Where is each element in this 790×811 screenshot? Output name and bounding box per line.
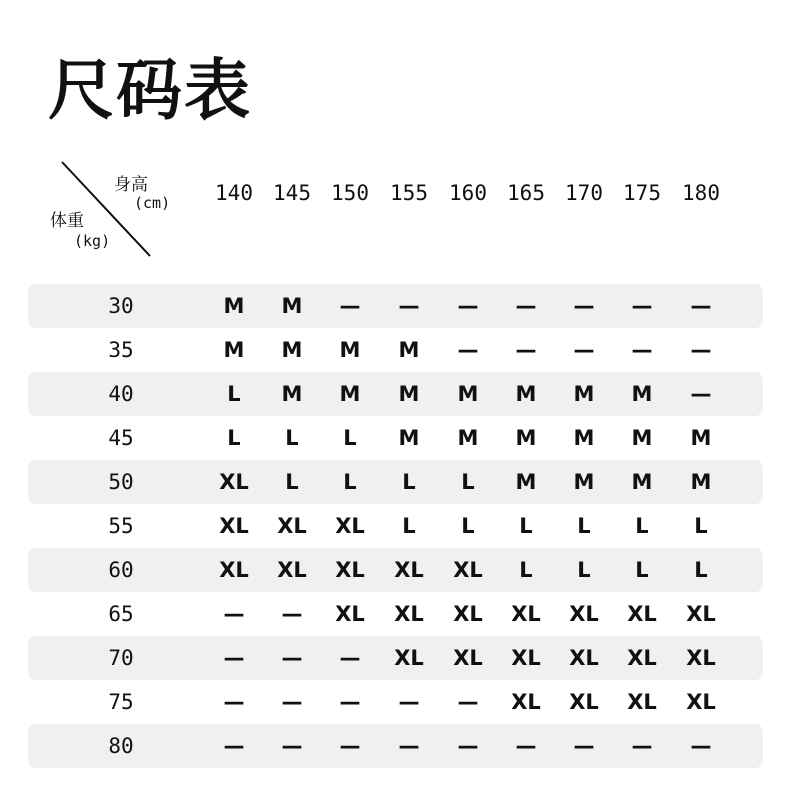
- weight-unit: (kg): [74, 232, 111, 250]
- size-cell: —: [223, 602, 245, 626]
- size-cell: XL: [394, 558, 424, 582]
- size-cell: —: [398, 294, 420, 318]
- table-row: [28, 372, 763, 416]
- size-cell: XL: [569, 690, 599, 714]
- size-cell: L: [519, 558, 533, 582]
- table-row: [28, 636, 763, 680]
- height-column-header: 145: [273, 181, 311, 205]
- size-cell: M: [573, 470, 595, 494]
- size-cell: XL: [335, 558, 365, 582]
- size-cell: L: [577, 514, 591, 538]
- size-cell: —: [457, 294, 479, 318]
- size-cell: L: [402, 514, 416, 538]
- size-cell: —: [515, 734, 537, 758]
- size-cell: M: [281, 338, 303, 362]
- size-cell: XL: [453, 558, 483, 582]
- size-cell: M: [398, 338, 420, 362]
- size-cell: —: [573, 338, 595, 362]
- height-column-header: 165: [507, 181, 545, 205]
- size-cell: XL: [219, 514, 249, 538]
- size-cell: L: [694, 558, 708, 582]
- size-cell: —: [631, 338, 653, 362]
- table-corner-header: [50, 160, 171, 260]
- table-row: [28, 724, 763, 768]
- size-cell: M: [339, 382, 361, 406]
- height-column-header: 155: [390, 181, 428, 205]
- size-cell: L: [577, 558, 591, 582]
- height-column-header: 180: [682, 181, 720, 205]
- size-cell: XL: [569, 602, 599, 626]
- size-cell: —: [631, 294, 653, 318]
- size-cell: M: [457, 382, 479, 406]
- size-cell: M: [398, 382, 420, 406]
- table-row: [28, 284, 763, 328]
- size-cell: M: [398, 426, 420, 450]
- size-cell: XL: [686, 646, 716, 670]
- size-cell: M: [339, 338, 361, 362]
- size-cell: L: [461, 514, 475, 538]
- size-cell: —: [690, 382, 712, 406]
- size-cell: L: [519, 514, 533, 538]
- size-cell: M: [631, 382, 653, 406]
- weight-row-label: 70: [108, 646, 134, 670]
- table-row: [28, 460, 763, 504]
- size-cell: XL: [453, 602, 483, 626]
- size-cell: XL: [219, 470, 249, 494]
- table-row: [28, 680, 763, 724]
- size-cell: —: [398, 690, 420, 714]
- size-cell: M: [223, 294, 245, 318]
- table-row: [28, 416, 763, 460]
- size-cell: XL: [686, 602, 716, 626]
- weight-row-label: 75: [108, 690, 134, 714]
- weight-row-label: 80: [108, 734, 134, 758]
- weight-row-label: 60: [108, 558, 134, 582]
- size-cell: —: [281, 602, 303, 626]
- weight-row-label: 50: [108, 470, 134, 494]
- weight-row-label: 65: [108, 602, 134, 626]
- size-cell: —: [573, 294, 595, 318]
- size-cell: XL: [394, 646, 424, 670]
- size-cell: M: [281, 294, 303, 318]
- height-column-header: 140: [215, 181, 253, 205]
- size-cell: —: [515, 338, 537, 362]
- table-row: [28, 592, 763, 636]
- size-cell: M: [515, 426, 537, 450]
- table-row: [28, 548, 763, 592]
- size-cell: XL: [394, 602, 424, 626]
- size-cell: —: [457, 734, 479, 758]
- size-cell: XL: [627, 646, 657, 670]
- size-cell: L: [461, 470, 475, 494]
- size-cell: L: [285, 470, 299, 494]
- size-cell: —: [281, 734, 303, 758]
- size-cell: XL: [219, 558, 249, 582]
- size-cell: L: [227, 382, 241, 406]
- size-cell: —: [690, 734, 712, 758]
- size-cell: L: [694, 514, 708, 538]
- table-row: [28, 504, 763, 548]
- size-cell: M: [573, 382, 595, 406]
- size-cell: M: [631, 426, 653, 450]
- size-cell: XL: [511, 646, 541, 670]
- size-cell: L: [285, 426, 299, 450]
- height-column-header: 150: [331, 181, 369, 205]
- height-column-header: 160: [449, 181, 487, 205]
- weight-row-label: 30: [108, 294, 134, 318]
- weight-row-label: 45: [108, 426, 134, 450]
- size-cell: —: [631, 734, 653, 758]
- size-cell: L: [343, 470, 357, 494]
- height-column-header: 175: [623, 181, 661, 205]
- size-cell: M: [515, 470, 537, 494]
- size-cell: —: [339, 734, 361, 758]
- size-cell: M: [223, 338, 245, 362]
- size-cell: —: [515, 294, 537, 318]
- size-cell: M: [281, 382, 303, 406]
- size-cell: XL: [511, 690, 541, 714]
- weight-row-label: 40: [108, 382, 134, 406]
- weight-label: 体重: [50, 211, 84, 231]
- size-cell: L: [227, 426, 241, 450]
- size-cell: XL: [569, 646, 599, 670]
- size-cell: XL: [277, 514, 307, 538]
- size-cell: L: [635, 558, 649, 582]
- size-cell: —: [281, 646, 303, 670]
- size-cell: M: [515, 382, 537, 406]
- size-cell: —: [690, 338, 712, 362]
- size-cell: —: [223, 646, 245, 670]
- size-cell: M: [631, 470, 653, 494]
- size-cell: —: [339, 294, 361, 318]
- size-cell: XL: [627, 602, 657, 626]
- size-cell: XL: [627, 690, 657, 714]
- size-cell: —: [339, 690, 361, 714]
- size-cell: L: [343, 426, 357, 450]
- size-cell: —: [457, 690, 479, 714]
- size-cell: —: [223, 690, 245, 714]
- size-cell: —: [690, 294, 712, 318]
- height-label: 身高: [114, 175, 148, 195]
- page-title: 尺码表: [48, 52, 252, 129]
- size-cell: —: [398, 734, 420, 758]
- size-cell: XL: [511, 602, 541, 626]
- size-cell: XL: [453, 646, 483, 670]
- height-unit: (cm): [134, 194, 171, 212]
- table-row: [28, 328, 763, 372]
- size-cell: L: [635, 514, 649, 538]
- size-cell: M: [690, 426, 712, 450]
- size-cell: —: [457, 338, 479, 362]
- size-cell: XL: [335, 602, 365, 626]
- size-cell: —: [573, 734, 595, 758]
- weight-row-label: 35: [108, 338, 134, 362]
- size-cell: XL: [335, 514, 365, 538]
- size-cell: M: [457, 426, 479, 450]
- size-cell: —: [223, 734, 245, 758]
- size-cell: —: [339, 646, 361, 670]
- size-cell: L: [402, 470, 416, 494]
- size-cell: M: [690, 470, 712, 494]
- size-cell: XL: [277, 558, 307, 582]
- size-cell: M: [573, 426, 595, 450]
- size-cell: XL: [686, 690, 716, 714]
- height-column-header: 170: [565, 181, 603, 205]
- weight-row-label: 55: [108, 514, 134, 538]
- size-cell: —: [281, 690, 303, 714]
